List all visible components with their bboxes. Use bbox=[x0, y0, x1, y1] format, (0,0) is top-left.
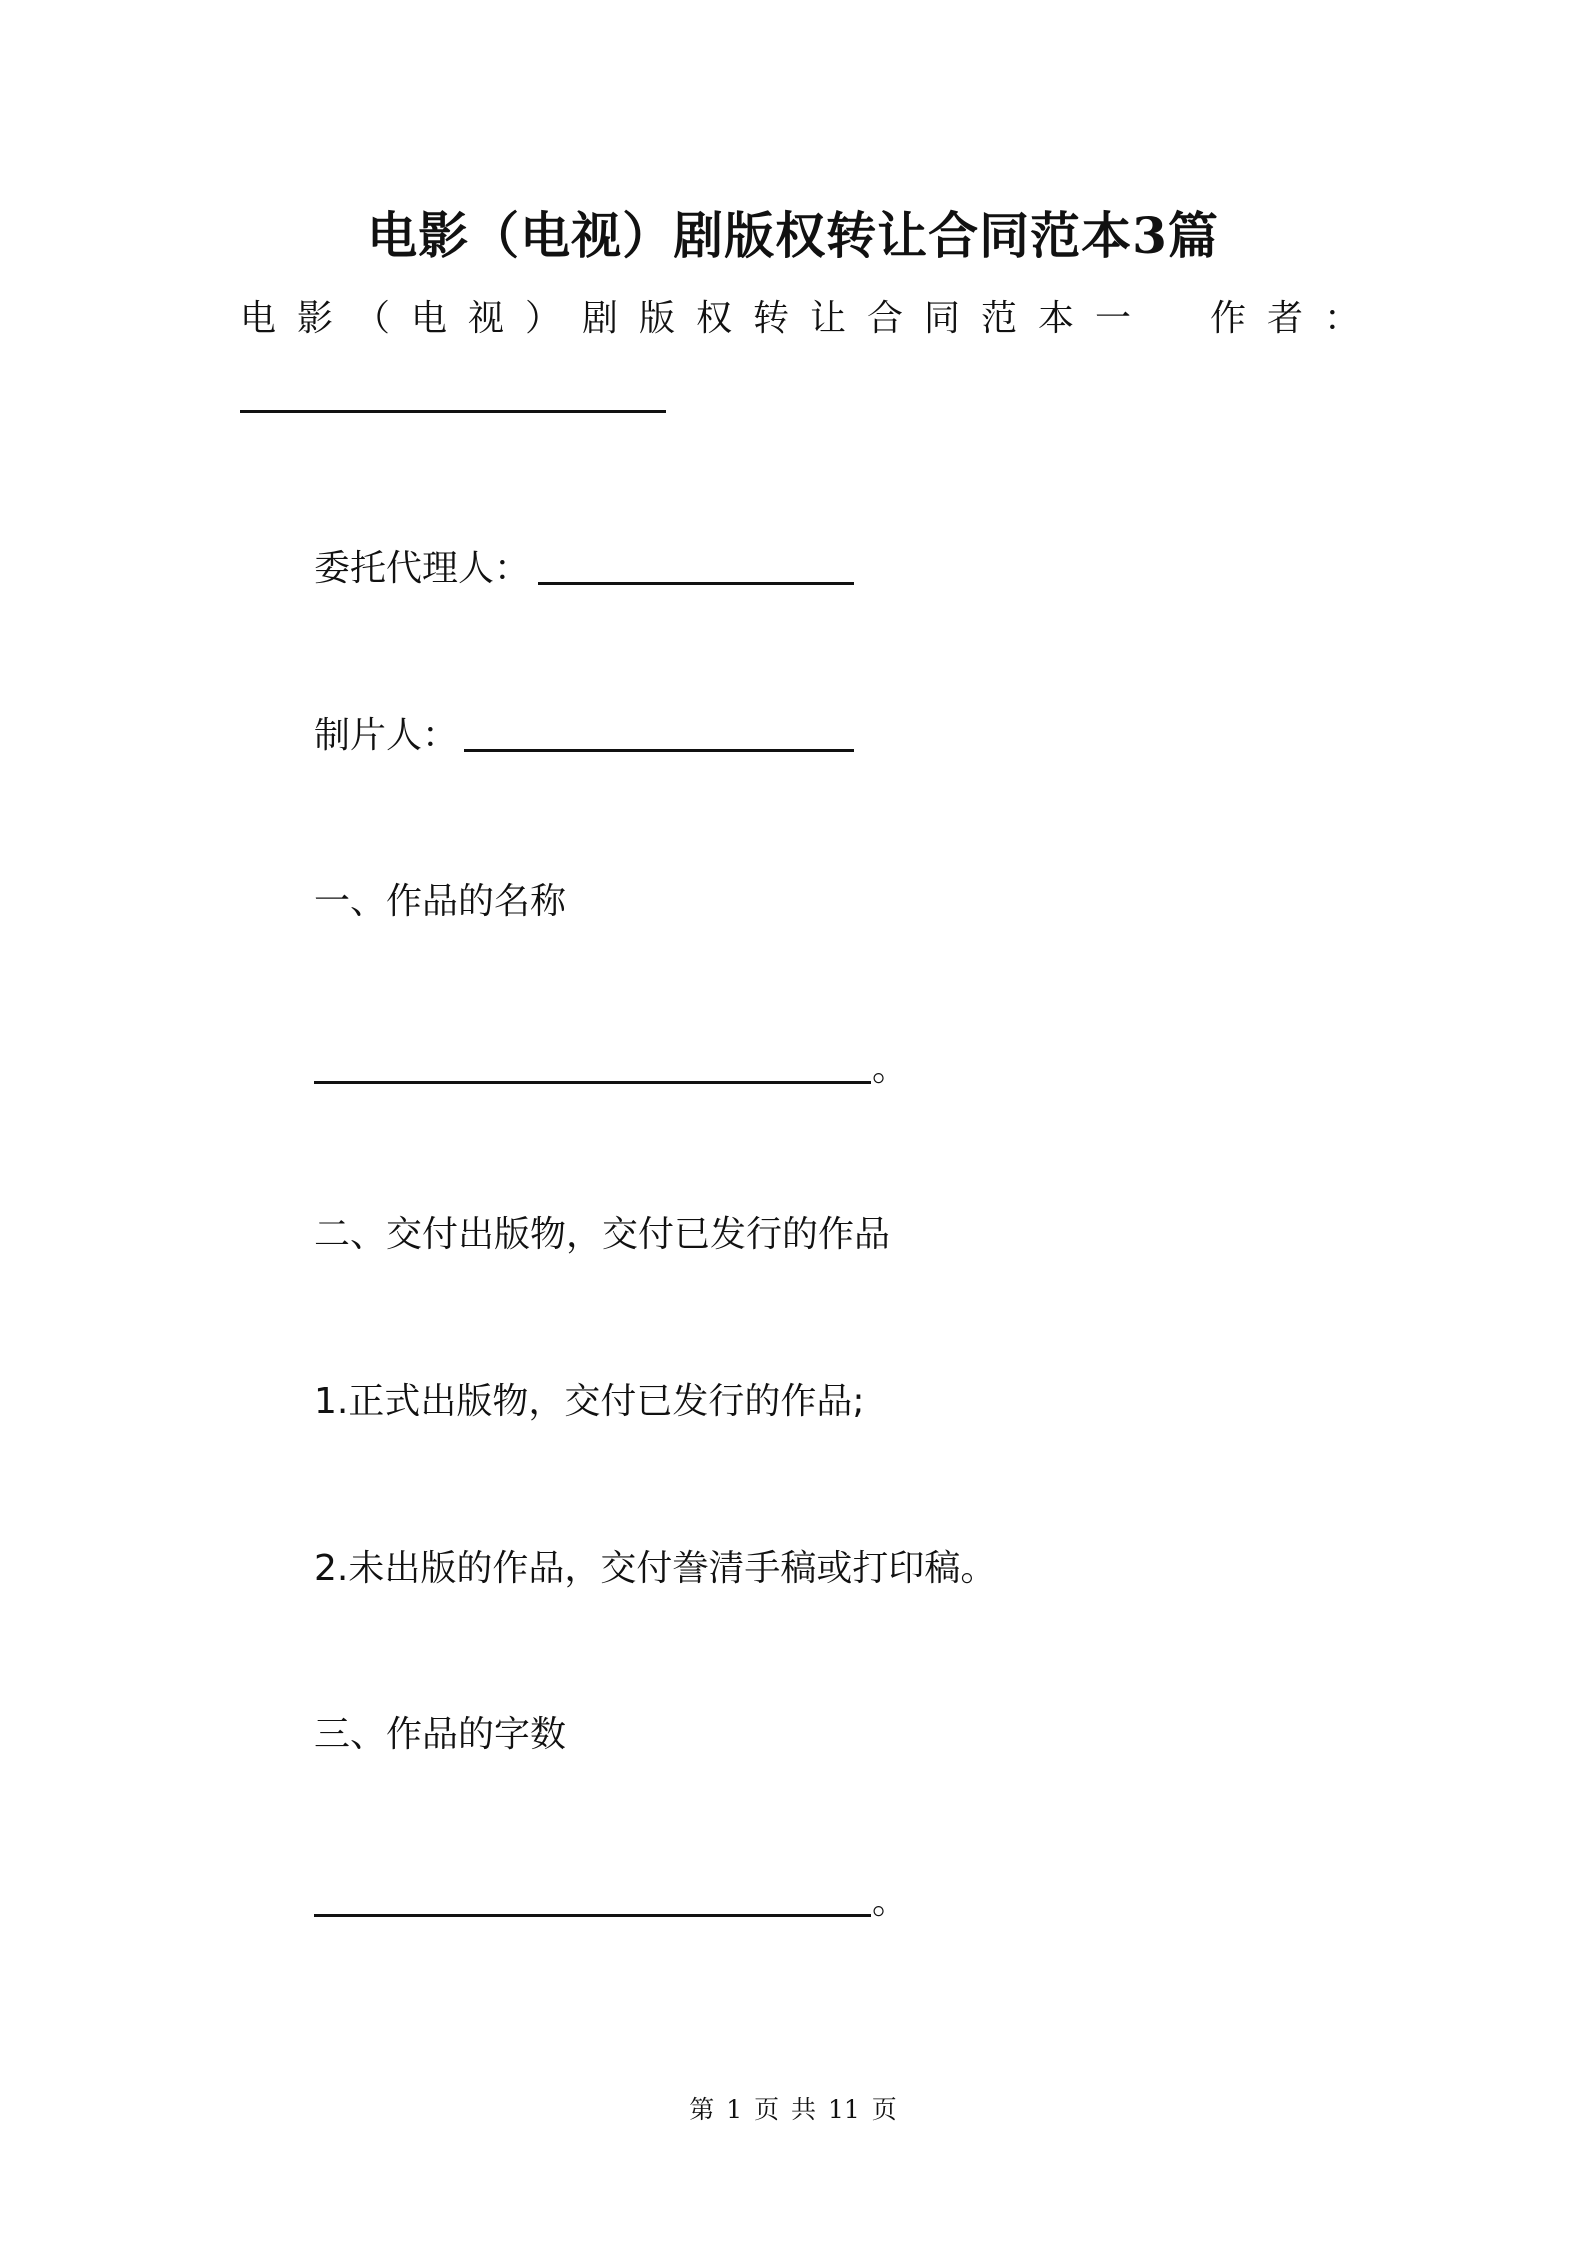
producer-label: 制片人： bbox=[314, 715, 459, 756]
work-name-period: 。 bbox=[872, 1048, 909, 1089]
page-number-footer: 第 1 页 共 11 页 bbox=[689, 2095, 897, 2124]
word-count-blank-line bbox=[314, 1914, 871, 1917]
section-2-heading: 二、交付出版物，交付已发行的作品 bbox=[314, 1214, 891, 1255]
subtitle: 电影（电视）剧版权转让合同范本一 bbox=[240, 298, 1153, 339]
agent-label: 委托代理人： bbox=[314, 548, 531, 589]
section-3-heading: 三、作品的字数 bbox=[314, 1714, 567, 1755]
section-2-item-2: 2.未出版的作品，交付誊清手稿或打印稿。 bbox=[314, 1548, 997, 1589]
work-name-blank-line bbox=[314, 1081, 871, 1084]
author-blank-line bbox=[240, 410, 666, 413]
document-title: 电影（电视）剧版权转让合同范本3篇 bbox=[367, 206, 1219, 265]
section-2-item-1: 1.正式出版物，交付已发行的作品; bbox=[314, 1381, 865, 1422]
subtitle-row bbox=[240, 290, 1382, 350]
agent-blank-line bbox=[538, 582, 854, 585]
section-1-heading: 一、作品的名称 bbox=[314, 881, 567, 922]
word-count-period: 。 bbox=[872, 1881, 909, 1922]
producer-blank-line bbox=[464, 749, 854, 752]
author-label: 作者： bbox=[1210, 298, 1382, 339]
